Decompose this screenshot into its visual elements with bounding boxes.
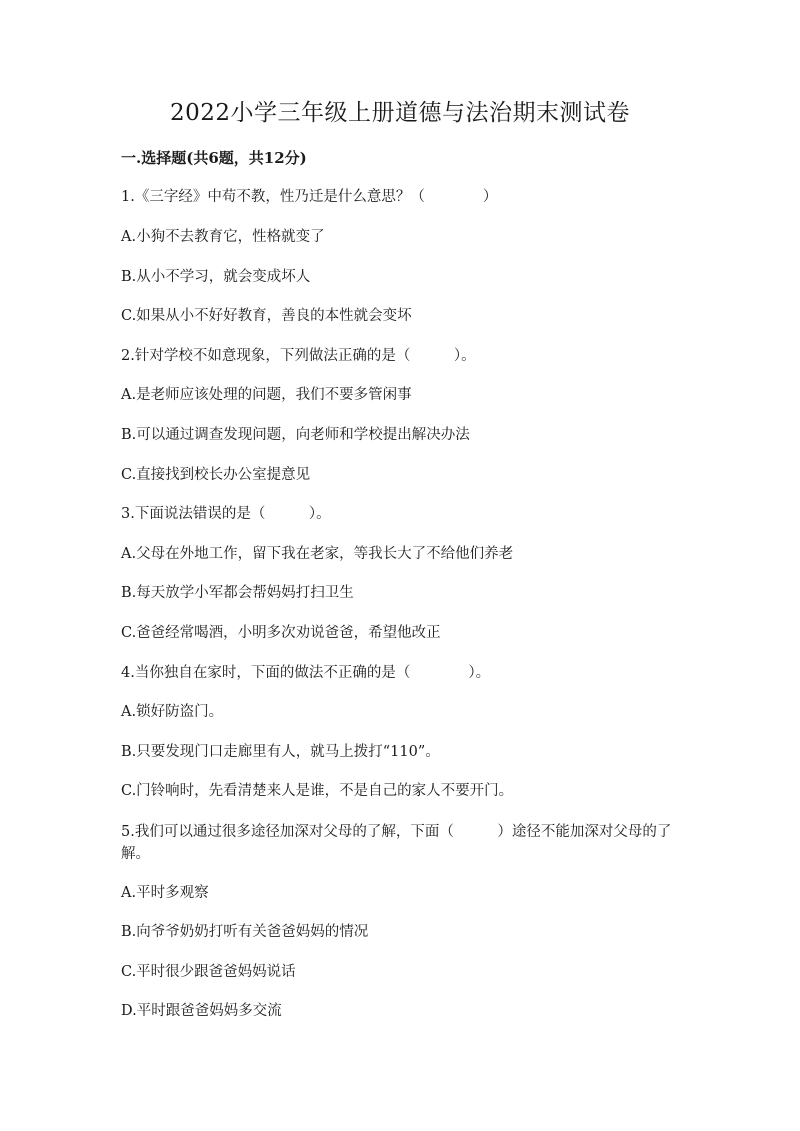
question-2-option-c: C.直接找到校长办公室提意见 — [121, 467, 311, 483]
exam-title: 2022小学三年级上册道德与法治期末测试卷 — [169, 100, 631, 126]
question-5-option-b: B.向爷爷奶奶打听有关爸爸妈妈的情况 — [121, 924, 369, 940]
question-5-option-a: A.平时多观察 — [121, 885, 209, 901]
question-4-option-b: B.只要发现门口走廊里有人，就马上拨打“110”。 — [121, 744, 440, 760]
question-2-stem: 2.针对学校不如意现象，下列做法正确的是（ ）。 — [121, 348, 476, 364]
question-5-option-d: D.平时跟爸爸妈妈多交流 — [121, 1003, 282, 1019]
question-1-option-c: C.如果从小不好好教育，善良的本性就会变坏 — [121, 308, 412, 324]
section-heading: 一.选择题(共6题，共12分) — [121, 149, 307, 167]
question-3-option-a: A.父母在外地工作，留下我在老家，等我长大了不给他们养老 — [121, 546, 514, 562]
question-2-option-b: B.可以通过调查发现问题，向老师和学校提出解决办法 — [121, 427, 470, 443]
question-1-option-a: A.小狗不去教育它，性格就变了 — [121, 229, 325, 245]
question-3-stem: 3.下面说法错误的是（ ）。 — [121, 506, 331, 522]
question-4-option-c: C.门铃响时，先看清楚来人是谁，不是自己的家人不要开门。 — [121, 783, 514, 799]
question-1-option-b: B.从小不学习，就会变成坏人 — [121, 269, 311, 285]
question-4-stem: 4.当你独自在家时，下面的做法不正确的是（ ）。 — [121, 665, 491, 681]
question-3-option-b: B.每天放学小军都会帮妈妈打扫卫生 — [121, 585, 354, 601]
question-3-option-c: C.爸爸经常喝酒，小明多次劝说爸爸，希望他改正 — [121, 625, 441, 641]
question-4-option-a: A.锁好防盗门。 — [121, 704, 224, 720]
question-1-stem: 1.《三字经》中苟不教，性乃迁是什么意思？（ ） — [121, 189, 498, 205]
question-2-option-a: A.是老师应该处理的问题，我们不要多管闲事 — [121, 387, 412, 403]
question-5-stem: 5.我们可以通过很多途径加深对父母的了解，下面（ ）途径不能加深对父母的了解。 — [121, 824, 672, 862]
question-5-option-c: C.平时很少跟爸爸妈妈说话 — [121, 964, 296, 980]
